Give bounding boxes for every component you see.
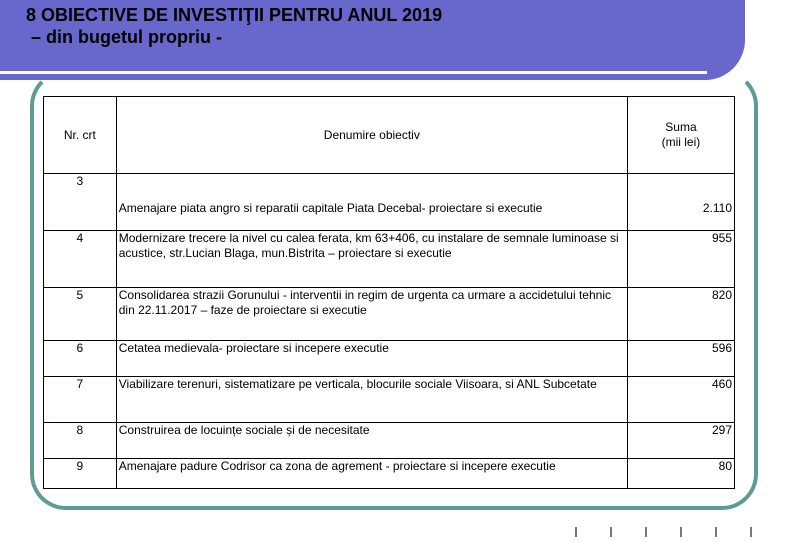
header-name: Denumire obiectiv	[116, 97, 627, 174]
header-sum-label: Suma	[665, 120, 697, 134]
row-name: Construirea de locuințe sociale și de necesitate	[116, 423, 627, 459]
row-sum: 596	[627, 341, 734, 377]
row-sum: 955	[627, 231, 734, 288]
row-name: Consolidarea strazii Gorunului - interventii in regim de urgenta ca urmare a accidetului tehnic din 22.11.2017 – faze de proiectare si executie	[116, 288, 627, 341]
row-name: Amenajare padure Codrisor ca zona de agrement - proiectare si incepere executie	[116, 459, 627, 489]
investment-table	[43, 96, 735, 489]
row-name: Modernizare trecere la nivel cu calea ferata, km 63+406, cu instalare de semnale luminoase si acustice, str.Lucian Blaga, mun.Bistrita – proiectare si executie	[116, 231, 627, 288]
slide-title-line2: – din bugetul propriu -	[26, 27, 222, 47]
row-nr: 4	[44, 231, 117, 288]
row-nr: 3	[44, 174, 117, 231]
row-name: Cetatea medievala- proiectare si incepere executie	[116, 341, 627, 377]
row-sum: 2.110	[627, 174, 734, 231]
header-sum	[627, 97, 734, 174]
row-nr: 5	[44, 288, 117, 341]
row-sum: 80	[627, 459, 734, 489]
slide-title	[26, 4, 442, 48]
header-nr: Nr. crt	[44, 97, 117, 174]
row-sum: 297	[627, 423, 734, 459]
row-name: Amenajare piata angro si reparatii capitale Piata Decebal- proiectare si executie	[116, 174, 627, 231]
row-nr: 9	[44, 459, 117, 489]
table-row	[44, 341, 735, 377]
row-name: Viabilizare terenuri, sistematizare pe verticala, blocurile sociale Viisoara, si ANL Subcetate	[116, 377, 627, 423]
table-row	[44, 459, 735, 489]
table-header-row	[44, 97, 735, 174]
row-sum: 460	[627, 377, 734, 423]
header-sum-unit: (mii lei)	[661, 135, 701, 149]
row-nr: 8	[44, 423, 117, 459]
table-row	[44, 377, 735, 423]
row-nr: 7	[44, 377, 117, 423]
table-row	[44, 288, 735, 341]
row-nr: 6	[44, 341, 117, 377]
slide-title-line1: 8 OBIECTIVE DE INVESTIŢII PENTRU ANUL 2019	[26, 5, 443, 25]
row-sum: 820	[627, 288, 734, 341]
footer-decoration	[575, 524, 800, 534]
table-row	[44, 174, 735, 231]
table-row	[44, 423, 735, 459]
table-row	[44, 231, 735, 288]
